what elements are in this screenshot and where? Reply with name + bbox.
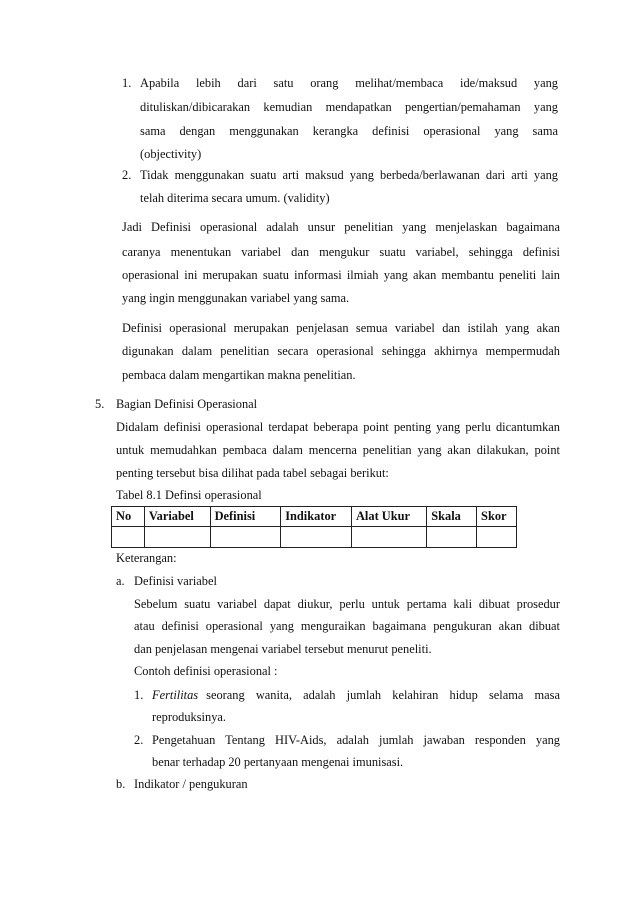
list1-num-1: 1. bbox=[122, 76, 132, 90]
list1-item-1-line-1: Apabila lebih dari satu orang melihat/membaca ide/maksud yang bbox=[140, 76, 558, 90]
table-cell bbox=[112, 527, 145, 548]
table-header-skor: Skor bbox=[477, 507, 517, 527]
table-header-skala: Skala bbox=[427, 507, 477, 527]
list1-num-2: 2. bbox=[122, 168, 132, 182]
para2-line-3: pembaca dalam mengartikan makna penelitian. bbox=[122, 368, 356, 382]
para2-line-2: digunakan dalam penelitian secara operasional sehingga akhirnya mempermudah bbox=[122, 344, 560, 358]
table-header-row bbox=[112, 507, 517, 527]
example-2-num: 2. bbox=[134, 733, 144, 747]
item-b-title: Indikator / pengukuran bbox=[134, 777, 248, 791]
para1-line-1: Jadi Definisi operasional adalah unsur penelitian yang menjelaskan bagaimana bbox=[122, 220, 560, 234]
table-cell bbox=[144, 527, 210, 548]
item-b-label: b. bbox=[116, 777, 126, 791]
section-5-para-line-2: untuk memudahkan pembaca dalam mencerna penelitian yang akan dilakukan, point bbox=[116, 443, 560, 457]
table-header-variabel: Variabel bbox=[144, 507, 210, 527]
example-2-line-2: benar terhadap 20 pertanyaan mengenai imunisasi. bbox=[152, 755, 404, 769]
item-a-para-line-2: atau definisi operasional yang menguraikan bagaimana pengukuran akan dibuat bbox=[134, 619, 560, 633]
example-1-term: Fertilitas bbox=[152, 688, 199, 702]
item-a-para-line-3: dan penjelasan mengenai variabel tersebut menurut peneliti. bbox=[134, 642, 432, 656]
example-1-line-1-rest: seorang wanita, adalah jumlah kelahiran hidup selama masa bbox=[206, 688, 560, 702]
list1-item-1-line-4: (objectivity) bbox=[140, 147, 202, 161]
item-a-para-line-1: Sebelum suatu variabel dapat diukur, perlu untuk pertama kali dibuat prosedur bbox=[134, 597, 560, 611]
example-1-line-2: reproduksinya. bbox=[152, 710, 226, 724]
list1-item-1-line-2: dituliskan/dibicarakan kemudian mendapatkan pengertian/pemahaman yang bbox=[140, 100, 558, 114]
section-5-para-line-1: Didalam definisi operasional terdapat beberapa point penting yang perlu dicantumkan bbox=[116, 420, 560, 434]
item-a-title: Definisi variabel bbox=[134, 574, 217, 588]
para1-line-2: caranya menentukan variabel dan mengukur suatu variabel, sehingga definisi bbox=[122, 245, 560, 259]
section-5-title: Bagian Definisi Operasional bbox=[116, 397, 258, 411]
table-cell bbox=[281, 527, 352, 548]
para1-line-3: operasional ini merupakan suatu informasi ilmiah yang akan membantu peneliti lain bbox=[122, 268, 560, 282]
contoh-label: Contoh definisi operasional : bbox=[134, 664, 278, 678]
para2-line-1: Definisi operasional merupakan penjelasan semua variabel dan istilah yang akan bbox=[122, 321, 560, 335]
table-caption: Tabel 8.1 Definsi operasional bbox=[116, 488, 262, 502]
table-cell bbox=[427, 527, 477, 548]
para1-line-4: yang ingin menggunakan variabel yang sama. bbox=[122, 291, 350, 305]
table-cell bbox=[210, 527, 281, 548]
list1-item-1-line-3: sama dengan menggunakan kerangka definisi operasional yang sama bbox=[140, 124, 558, 138]
section-5-num: 5. bbox=[95, 397, 105, 411]
example-2-line-1: Pengetahuan Tentang HIV-Aids, adalah jumlah jawaban responden yang bbox=[152, 733, 560, 747]
definition-table bbox=[111, 506, 517, 548]
table-header-indikator: Indikator bbox=[281, 507, 352, 527]
table-header-no: No bbox=[112, 507, 145, 527]
table-header-definisi: Definisi bbox=[210, 507, 281, 527]
keterangan-label: Keterangan: bbox=[116, 551, 177, 565]
table-header-alat-ukur: Alat Ukur bbox=[351, 507, 426, 527]
list1-item-2-line-2: telah diterima secara umum. (validity) bbox=[140, 191, 330, 205]
item-a-label: a. bbox=[116, 574, 125, 588]
section-5-para-line-3: penting tersebut bisa dilihat pada tabel sebagai berikut: bbox=[116, 466, 389, 480]
table-cell bbox=[351, 527, 426, 548]
table-row bbox=[112, 527, 517, 548]
example-1-num: 1. bbox=[134, 688, 144, 702]
table-cell bbox=[477, 527, 517, 548]
example-1-line-1 bbox=[152, 689, 560, 701]
list1-item-2-line-1: Tidak menggunakan suatu arti maksud yang berbeda/berlawanan dari arti yang bbox=[140, 168, 558, 182]
